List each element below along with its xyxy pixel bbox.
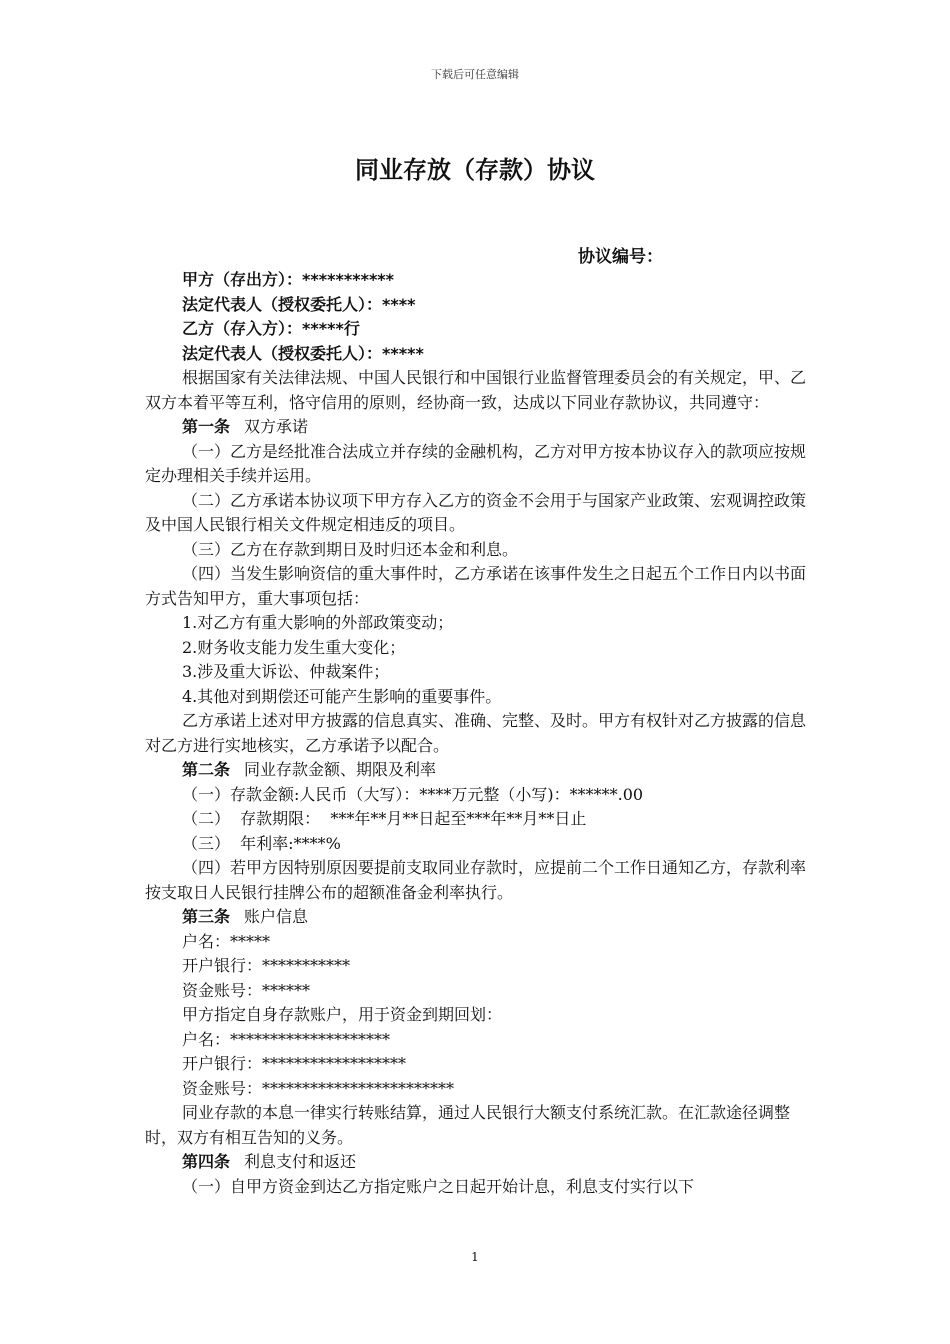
article-2-title: 同业存款金额、期限及利率 [244, 760, 437, 779]
page-header: 下载后可任意编辑 [431, 68, 519, 81]
party-a-account-name: 户名：******************** [182, 1029, 391, 1049]
party-a-account-intro: 甲方指定自身存款账户，用于资金到期回划： [182, 1005, 503, 1024]
article-1-heading [145, 415, 813, 440]
article-4-heading [145, 1150, 813, 1175]
deposit-term: （二） 存款期限： ***年**月**日起至***年**月**日止 [182, 809, 587, 828]
article-2-heading [145, 758, 813, 783]
party-b-account-number: 资金账号：****** [182, 980, 311, 1000]
party-b-bank: 开户银行：*********** [182, 956, 351, 975]
agreement-number-label: 协议编号： [578, 247, 663, 267]
article-4-clause-1: （一）自甲方资金到达乙方指定账户之日起开始计息，利息支付实行以下 [182, 1176, 695, 1196]
article-1-clause-1: （一）乙方是经批准合法成立并存续的金融机构，乙方对甲方按本协议存入的款项应按规定办理相关手续并运用。 [145, 441, 807, 485]
document-title: 同业存放（存款）协议 [355, 156, 595, 184]
preamble: 根据国家有关法律法规、中国人民银行和中国银行业监督管理委员会的有关规定，甲、乙双方本着平等互利，恪守信用的原则，经协商一致，达成以下同业存款协议，共同遵守： [145, 368, 807, 412]
article-3-number: 第三条 [182, 907, 231, 926]
party-b-representative: 法定代表人（授权委托人）：***** [182, 343, 424, 363]
list-item: 2.财务收支能力发生重大变化； [182, 637, 406, 657]
party-a-account-number: 资金账号：************************ [182, 1078, 455, 1098]
article-2-number: 第二条 [182, 760, 231, 779]
article-1-clause-4: （四）当发生影响资信的重大事件时，乙方承诺在该事件发生之日起五个工作日内以书面方式告知甲方，重大事项包括： [145, 564, 807, 608]
article-1-clause-2: （二）乙方承诺本协议项下甲方存入乙方的资金不会用于与国家产业政策、宏观调控政策及中国人民银行相关文件规定相违反的项目。 [145, 490, 807, 534]
document-body [145, 268, 813, 1199]
list-item: 1.对乙方有重大影响的外部政策变动； [182, 613, 454, 632]
article-1-disclosure: 乙方承诺上述对甲方披露的信息真实、准确、完整、及时。甲方有权针对乙方披露的信息对乙方进行实地核实，乙方承诺予以配合。 [145, 711, 807, 755]
article-1-clause-3: （三）乙方在存款到期日及时归还本金和利息。 [182, 539, 519, 559]
article-1-number: 第一条 [182, 417, 231, 436]
page-number: 1 [471, 1250, 479, 1264]
party-a: 甲方（存出方）：*********** [182, 270, 395, 289]
article-3-title: 账户信息 [244, 907, 309, 926]
article-3-heading [145, 905, 813, 930]
early-withdrawal-clause: （四）若甲方因特别原因要提前支取同业存款时，应提前二个工作日通知乙方，存款利率按支取日人民银行挂牌公布的超额准备金利率执行。 [145, 858, 807, 902]
party-b: 乙方（存入方）：*****行 [182, 319, 360, 338]
list-item: 4.其他对到期偿还可能产生影响的重要事件。 [182, 686, 502, 706]
party-b-account-name: 户名：***** [182, 931, 271, 951]
article-4-title: 利息支付和返还 [244, 1152, 357, 1171]
settlement-clause: 同业存款的本息一律实行转账结算，通过人民银行大额支付系统汇款。在汇款途径调整时，双方有相互告知的义务。 [145, 1103, 791, 1147]
list-item: 3.涉及重大诉讼、仲裁案件； [182, 662, 390, 681]
party-a-representative: 法定代表人（授权委托人）：**** [182, 294, 416, 314]
party-a-bank: 开户银行：****************** [182, 1054, 407, 1073]
article-1-title: 双方承诺 [244, 417, 309, 436]
article-4-number: 第四条 [182, 1152, 231, 1171]
deposit-amount: （一）存款金额:人民币（大写）：****万元整（小写)：******.00 [182, 784, 644, 804]
annual-rate: （三） 年利率:****% [182, 833, 341, 853]
